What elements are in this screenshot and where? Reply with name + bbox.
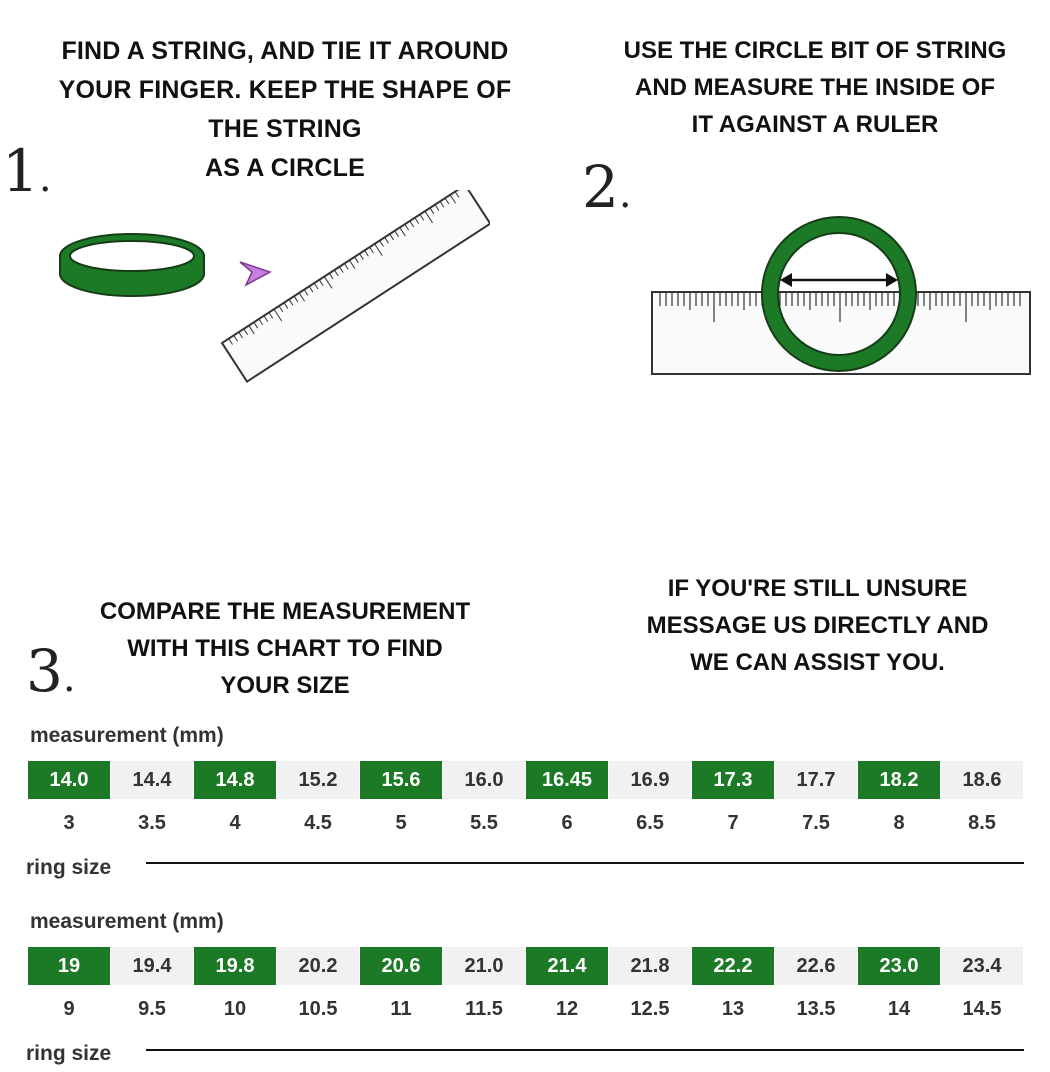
ring-size-cell: 7 [727, 811, 739, 834]
step-1-instructions [30, 32, 540, 188]
step-3-line: WITH THIS CHART TO FIND [127, 635, 443, 662]
measurement-row [28, 761, 1024, 799]
measurement-cell: 15.2 [277, 761, 359, 799]
measurement-cell: 19 [28, 947, 110, 985]
divider [146, 862, 1024, 864]
ring-size-cell: 3 [63, 811, 75, 834]
green-band-icon [60, 234, 204, 296]
step-2-number: 2. [582, 153, 632, 221]
step-1-line: YOUR FINGER. KEEP THE SHAPE OF [58, 76, 512, 104]
measurement-cell: 21.0 [443, 947, 525, 985]
ring-size-cell: 12.5 [630, 997, 670, 1020]
ring-size-cell: 4.5 [304, 811, 332, 834]
ring-size-cell: 13 [721, 997, 745, 1020]
step-3-number: 3. [26, 637, 76, 705]
measurement-label: measurement (mm) [30, 910, 224, 933]
ring-size-cell: 12 [555, 997, 579, 1020]
ring-size-row [28, 808, 1024, 838]
measurement-cell: 14.8 [194, 761, 276, 799]
ring-size-label: ring size [26, 1042, 112, 1065]
contact-note [590, 570, 1045, 681]
step-1-number: 1. [2, 137, 52, 205]
ring-size-cell: 9.5 [138, 997, 166, 1020]
step-3-line: COMPARE THE MEASUREMENT [99, 598, 471, 625]
measurement-cell: 16.0 [443, 761, 525, 799]
step-1-line: THE STRING [208, 115, 362, 143]
measurement-cell: 22.2 [692, 947, 774, 985]
step-2-line: AND MEASURE THE INSIDE OF [634, 74, 996, 101]
measurement-cell: 19.4 [111, 947, 193, 985]
ring-size-cell: 3.5 [138, 811, 166, 834]
step-3-line: YOUR SIZE [220, 672, 350, 699]
measurement-cell: 21.8 [609, 947, 691, 985]
divider [146, 1049, 1024, 1051]
ring-size-cell: 11.5 [465, 997, 503, 1020]
measurement-cell: 15.6 [360, 761, 442, 799]
ring-size-cell: 11 [390, 997, 412, 1020]
arrow-right-icon [240, 262, 270, 285]
step-2-line: IT AGAINST A RULER [691, 111, 939, 138]
ring-size-cell: 10 [223, 997, 247, 1020]
measurement-cell: 16.9 [609, 761, 691, 799]
measurement-cell: 21.4 [526, 947, 608, 985]
measurement-cell: 23.4 [941, 947, 1023, 985]
ring-size-cell: 7.5 [802, 811, 830, 834]
measurement-cell: 19.8 [194, 947, 276, 985]
step-3-instructions [70, 593, 500, 704]
step-2-line: USE THE CIRCLE BIT OF STRING [623, 37, 1007, 64]
step-2-instructions [590, 32, 1040, 143]
measurement-label: measurement (mm) [30, 724, 224, 747]
ring-size-cell: 8.5 [968, 811, 996, 834]
ring-size-label: ring size [26, 856, 112, 879]
measurement-cell: 18.6 [941, 761, 1023, 799]
measurement-cell: 14.4 [111, 761, 193, 799]
ring-size-cell: 13.5 [796, 997, 836, 1020]
measurement-row [28, 947, 1024, 985]
ring-size-cell: 9 [63, 997, 75, 1020]
measurement-cell: 17.7 [775, 761, 857, 799]
measurement-cell: 23.0 [858, 947, 940, 985]
measurement-cell: 16.45 [526, 761, 608, 799]
ring-size-cell: 14 [887, 997, 911, 1020]
ruler-icon [222, 190, 490, 382]
ring-size-cell: 14.5 [962, 997, 1002, 1020]
contact-line: IF YOU'RE STILL UNSURE [667, 575, 968, 602]
ring-size-cell: 6.5 [636, 811, 664, 834]
ring-size-cell: 5.5 [470, 811, 498, 834]
ring-size-cell: 4 [229, 811, 241, 834]
step-2-illustration [648, 210, 1038, 380]
step-1-illustration [50, 190, 490, 400]
measurement-cell: 20.2 [277, 947, 359, 985]
step-1-line: AS A CIRCLE [204, 154, 366, 182]
ring-size-row [28, 994, 1024, 1024]
measurement-cell: 22.6 [775, 947, 857, 985]
measurement-cell: 14.0 [28, 761, 110, 799]
step-1-line: FIND A STRING, AND TIE IT AROUND [61, 37, 509, 65]
ring-size-cell: 8 [893, 811, 905, 834]
ring-size-cell: 10.5 [298, 997, 338, 1020]
ring-size-cell: 6 [561, 811, 573, 834]
ring-size-cell: 5 [395, 811, 407, 834]
measurement-cell: 17.3 [692, 761, 774, 799]
contact-line: WE CAN ASSIST YOU. [690, 649, 945, 676]
measurement-cell: 18.2 [858, 761, 940, 799]
measurement-cell: 20.6 [360, 947, 442, 985]
double-arrow-icon [780, 273, 898, 287]
contact-line: MESSAGE US DIRECTLY AND [646, 612, 989, 639]
